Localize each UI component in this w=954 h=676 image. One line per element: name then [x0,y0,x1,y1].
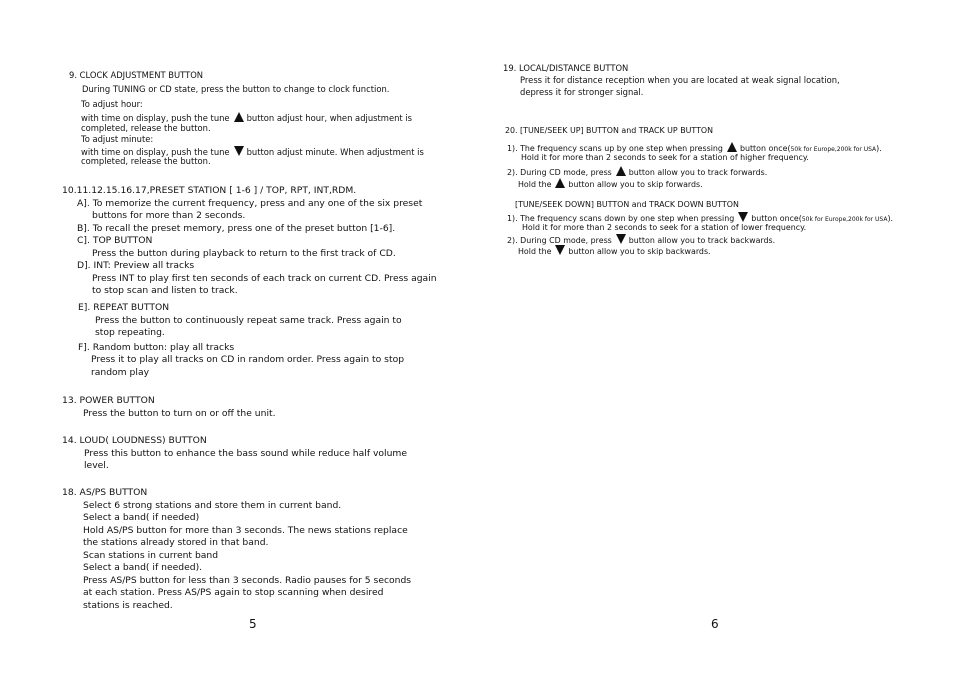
preset-d1: Press INT to play first ten seconds of each track on current CD. Press again [92,273,437,284]
clock-minute-label: To adjust minute: [81,134,154,144]
preset-d2: to stop scan and listen to track. [92,285,238,296]
seekdown-l2: Hold it for more than 2 seconds to seek for a station of lower frequency. [522,223,807,232]
preset-heading: 10.11.12.15.16.17,PRESET STATION [ 1-6 ] / TOP, RPT, INT,RDM. [62,185,357,196]
preset-f1: Press it to play all tracks on CD in random order. Press again to stop [91,354,405,365]
preset-e1: Press the button to continuously repeat same track. Press again to [95,315,402,326]
asps-l6: Select a band( if needed). [83,562,203,573]
seekup-l1: 1). The frequency scans up by one step when pressing button once(50k for Europe,200k for USA). [507,144,882,153]
asps-l8: at each station. Press AS/PS again to stop scanning when desired [83,587,384,598]
preset-b1: B]. To recall the preset memory, press one of the preset button [1-6]. [77,223,396,234]
preset-f2: random play [91,367,150,378]
down-triangle-icon [234,146,244,156]
loud-line2: level. [84,460,109,471]
seekup-heading: 20. [TUNE/SEEK UP] BUTTON and TRACK UP BUTTON [505,126,714,135]
seekup-l4: Hold the button allow you to skip forwards. [518,180,703,189]
loud-line1: Press this button to enhance the bass sound while reduce half volume [84,448,408,459]
power-heading: 13. POWER BUTTON [62,395,155,406]
seekup-l2: Hold it for more than 2 seconds to seek for a station of higher frequency. [521,153,809,162]
clock-line1: During TUNING or CD state, press the button to change to clock function. [82,84,390,94]
local-l2: depress it for stronger signal. [520,87,644,97]
preset-a2: buttons for more than 2 seconds. [92,210,246,221]
loud-heading: 14. LOUD( LOUDNESS) BUTTON [62,435,207,446]
up-triangle-icon [555,178,565,188]
preset-c1: Press the button during playback to return to the first track of CD. [92,248,396,259]
down-triangle-icon [616,234,626,244]
seekdown-l3: 2). During CD mode, press button allow you to track backwards. [507,236,776,245]
asps-l2: Select a band( if needed) [83,512,200,523]
asps-l3: Hold AS/PS button for more than 3 seconds. The news stations replace [83,525,408,536]
page-number-left: 5 [249,617,257,631]
asps-l1: Select 6 strong stations and store them in current band. [83,500,342,511]
down-triangle-icon [738,212,748,222]
seekup-l3: 2). During CD mode, press button allow you to track forwards. [507,168,768,177]
down-triangle-icon [555,245,565,255]
asps-l9: stations is reached. [83,600,173,611]
clock-heading: 9. CLOCK ADJUSTMENT BUTTON [69,70,204,80]
clock-minute-line: with time on display, push the tune button adjust minute. When adjustment is [81,147,424,157]
seekdown-l1: 1). The frequency scans down by one step when pressing button once(50k for Europe,200k for USA). [507,214,894,223]
up-triangle-icon [616,166,626,176]
preset-d-heading: D]. INT: Preview all tracks [77,260,195,271]
up-triangle-icon [727,142,737,152]
preset-f-heading: F]. Random button: play all tracks [78,342,235,353]
clock-hour-line: with time on display, push the tune button adjust hour, when adjustment is [81,113,413,123]
power-line1: Press the button to turn on or off the unit. [83,408,276,419]
preset-c-heading: C]. TOP BUTTON [77,235,153,246]
asps-l5: Scan stations in current band [83,550,219,561]
local-l1: Press it for distance reception when you are located at weak signal location, [520,75,840,85]
asps-l4: the stations already stored in that band. [83,537,269,548]
up-triangle-icon [234,112,244,122]
preset-a1: A]. To memorize the current frequency, press and any one of the six preset [77,198,423,209]
preset-e-heading: E]. REPEAT BUTTON [78,302,170,313]
clock-hour-line2: completed, release the button. [81,123,211,133]
local-heading: 19. LOCAL/DISTANCE BUTTON [503,63,629,73]
clock-hour-label: To adjust hour: [81,99,143,109]
seekdown-l4: Hold the button allow you to skip backwards. [518,247,711,256]
clock-minute-line2: completed, release the button. [81,156,211,166]
asps-heading: 18. AS/PS BUTTON [62,487,148,498]
preset-e2: stop repeating. [95,327,165,338]
page-number-right: 6 [711,617,719,631]
asps-l7: Press AS/PS button for less than 3 seconds. Radio pauses for 5 seconds [83,575,412,586]
seekdown-heading: [TUNE/SEEK DOWN] BUTTON and TRACK DOWN BUTTON [515,200,739,209]
